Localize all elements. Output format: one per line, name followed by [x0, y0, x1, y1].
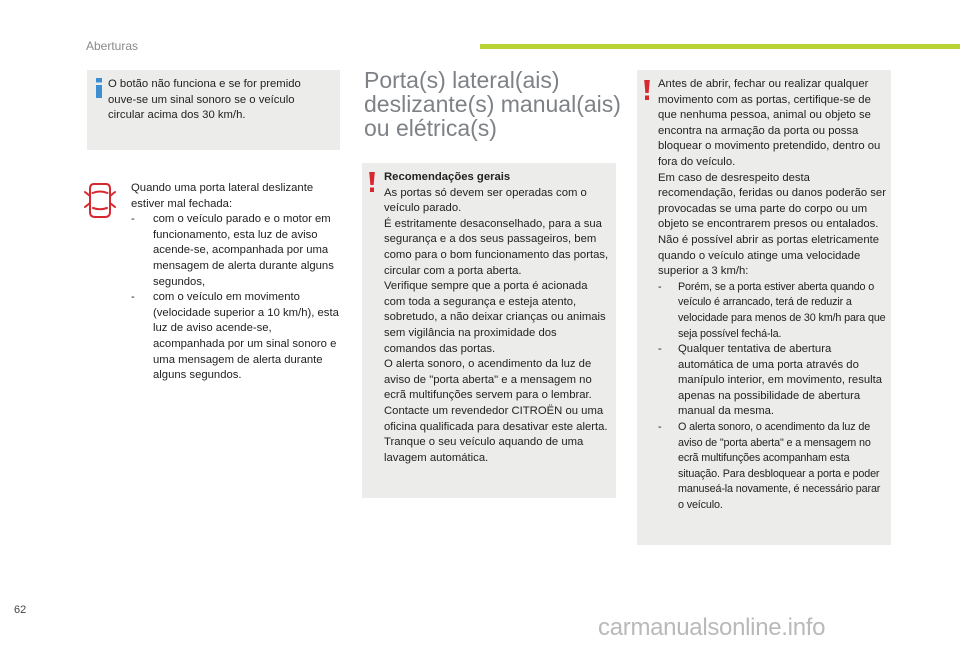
recommendations-paragraph: As portas só devem ser operadas com o veículo parado. [384, 186, 587, 215]
safety-item: Qualquer tentativa de abertura automática de uma porta através do manípulo interior, em movimento, resulta apenas na possibilidade de abertura manual da mesma. [678, 343, 883, 418]
recommendations-paragraph: Contacte um revendedor CITROËN ou uma oficina qualificada para desativar este alerta. [384, 404, 608, 433]
door-warning-text [131, 181, 343, 384]
list-item: - Porém, se a porta estiver aberta quando o veículo é arrancado, terá de reduzir a velocidade para menos de 30 km/h para que seja possível fechá-la. [658, 280, 888, 342]
door-warning-item: com o veículo parado e o motor em funcionamento, esta luz de aviso acende-se, acompanhada por uma mensagem de alerta durante alguns segundos, [153, 213, 334, 288]
safety-item: O alerta sonoro, o acendimento da luz de aviso de "porta aberta" e a mensagem no ecrã multifunções acompanham esta situação. Para desbloquear a porta e poder manuseá-la novamente, é necessário parar o veículo. [678, 421, 881, 512]
safety-paragraph: Não é possível abrir as portas eletricamente quando o veículo atinge uma velocidade superior a 3 km/h: [658, 233, 880, 278]
recommendations-text [384, 170, 610, 466]
safety-text [658, 77, 888, 514]
recommendations-paragraph: É estritamente desaconselhado, para a sua segurança e a dos seus passageiros, bem como para o bom funcionamento das portas, circular com a porta aberta. [384, 217, 609, 277]
safety-paragraph: Antes de abrir, fechar ou realizar qualquer movimento com as portas, certifique-se de que nenhuma pessoa, animal ou objeto se encontra na armação da porta ou possa bloquear o movimento pretendido, dentro ou fora do veículo. [658, 78, 881, 168]
recommendations-paragraph: Tranque o seu veículo aquando de uma lavagem automática. [384, 436, 584, 464]
list-item: - com o veículo em movimento (velocidade superior a 10 km/h), esta luz de aviso acende-se, acompanhada por um sinal sonoro e uma mensagem de alerta durante alguns segundos. [131, 290, 343, 384]
safety-item: Porém, se a porta estiver aberta quando o veículo é arrancado, terá de reduzir a velocidade para menos de 30 km/h para que seja possível fechá-la. [678, 280, 886, 340]
watermark: carmanualsonline.info [598, 614, 826, 641]
warning-exclamation-icon [367, 172, 377, 192]
header-accent-bar [480, 44, 960, 49]
safety-paragraph: Em caso de desrespeito desta recomendação, feridas ou danos poderão ser provocadas se uma parte do corpo ou um objeto se encontrarem presos ou entalados. [658, 171, 886, 231]
recommendations-paragraph: Verifique sempre que a porta é acionada com toda a segurança e esteja atento, sobretudo, a não deixar crianças ou animais sem vigilância na proximidade dos comandos das portas. [384, 280, 606, 355]
title-line: deslizante(s) manual(ais) [364, 91, 621, 117]
recommendations-paragraph: O alerta sonoro, o acendimento da luz de aviso de "porta aberta" e a mensagem no ecrã multifunções servem para o lembrar. [384, 358, 592, 402]
recommendations-heading: Recomendações gerais [384, 171, 511, 183]
info-icon [92, 78, 106, 98]
section-label: Aberturas [86, 39, 139, 53]
warning-exclamation-icon [642, 80, 652, 100]
car-door-open-icon [84, 181, 116, 219]
door-warning-item: com o veículo em movimento (velocidade superior a 10 km/h), esta luz de aviso acende-se, acompanhada por um sinal sonoro e uma mensagem de alerta durante alguns segundos. [153, 291, 339, 382]
title-line: ou elétrica(s) [364, 115, 497, 141]
list-item: - com o veículo parado e o motor em funcionamento, esta luz de aviso acende-se, acompanhada por uma mensagem de alerta durante alguns segundos, [131, 212, 343, 290]
page-number: 62 [14, 604, 27, 616]
page-title [364, 68, 624, 140]
list-item: - Qualquer tentativa de abertura automática de uma porta através do manípulo interior, em movimento, resulta apenas na possibilidade de abertura manual da mesma. [658, 342, 888, 420]
door-warning-intro: Quando uma porta lateral deslizante estiver mal fechada: [131, 182, 314, 210]
info-text: O botão não funciona e se for premido ouve-se um sinal sonoro se o veículo circular acima dos 30 km/h. [108, 78, 301, 122]
list-item: - O alerta sonoro, o acendimento da luz de aviso de "porta aberta" e a mensagem no ecrã multifunções acompanham esta situação. Para desbloquear a porta e poder manuseá-la novamente, é necessário parar o veículo. [658, 420, 888, 514]
title-line: Porta(s) lateral(ais) [364, 67, 560, 93]
